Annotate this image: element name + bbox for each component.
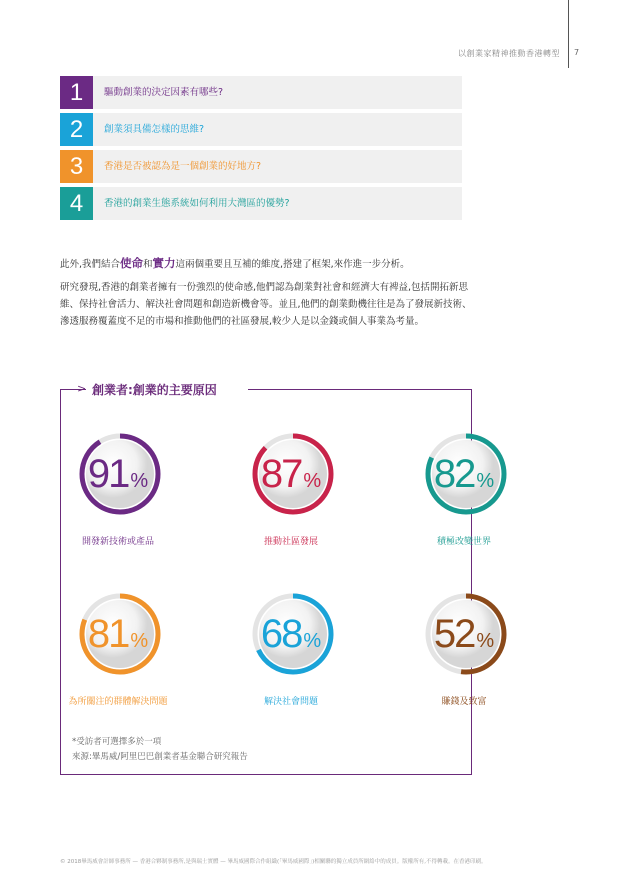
- stat-item: [211, 580, 371, 730]
- stat-label: 積極改變世界: [436, 537, 491, 547]
- question-text: 香港是否被認為是一個創業的好地方?: [104, 161, 262, 172]
- stat-item: [38, 580, 198, 730]
- running-header: 以創業家精神推動香港轉型: [458, 49, 560, 58]
- question-text: 香港的創業生態系統如何利用大灣區的優勢?: [104, 198, 290, 209]
- stat-item: [38, 420, 198, 570]
- stat-label: 解決社會問題: [263, 697, 318, 707]
- page-number: 7: [574, 48, 580, 57]
- panel-title: 創業者:創業的主要原因: [92, 383, 217, 397]
- stat-value: [251, 452, 331, 497]
- question-number: 4: [60, 187, 93, 220]
- question-number: 1: [60, 76, 93, 109]
- highlight-mission: 使命: [120, 256, 144, 270]
- percent-sign: %: [130, 470, 149, 492]
- stat-value: [78, 612, 158, 657]
- panel-top-border: [248, 389, 471, 390]
- intro-text: 這兩個重要且互補的維度,搭建了框架,來作進一步分析。: [175, 259, 410, 270]
- percent-sign: %: [303, 630, 322, 652]
- stat-number: 91: [87, 452, 129, 496]
- stat-number: 68: [260, 612, 302, 656]
- percent-sign: %: [303, 470, 322, 492]
- stat-item: [384, 420, 544, 570]
- stat-value: [424, 452, 504, 497]
- stat-label: 開發新技術或產品: [81, 537, 154, 547]
- question-text: 創業須具備怎樣的思維?: [104, 124, 205, 135]
- body-paragraph: 研究發現,香港的創業者擁有一份強烈的使命感,他們認為創業對社會和經濟大有裨益,包括開拓新思維、保持社會活力、解決社會問題和創造新機會等。並且,他們的創業動機往往是為了發展新技術、滲透服務覆蓋度不足的市場和推動他們的社區發展,較少人是以金錢或個人事業為考量。: [60, 282, 472, 327]
- intro-paragraph: [60, 255, 472, 273]
- header-rule: [568, 0, 569, 68]
- stat-label: 推動社區發展: [263, 537, 318, 547]
- highlight-strength: 實力: [152, 256, 176, 270]
- stat-value: [78, 452, 158, 497]
- question-item: [60, 187, 462, 220]
- question-number: 3: [60, 150, 93, 183]
- stat-label: 為所關注的群體解決問題: [68, 697, 168, 707]
- stat-value: [424, 612, 504, 657]
- percent-sign: %: [476, 470, 495, 492]
- percent-sign: %: [476, 630, 495, 652]
- footnote: *受訪者可選擇多於一項: [72, 737, 162, 747]
- stat-number: 81: [87, 612, 129, 656]
- intro-text: 和: [143, 259, 153, 270]
- stat-label: 賺錢及致富: [441, 697, 487, 707]
- stat-number: 52: [433, 612, 475, 656]
- stat-number: 82: [433, 452, 475, 496]
- stat-item: [211, 420, 371, 570]
- question-number: 2: [60, 113, 93, 146]
- question-text: 驅動創業的決定因素有哪些?: [104, 87, 224, 98]
- question-item: [60, 76, 462, 109]
- question-list: [60, 76, 462, 224]
- stat-item: [384, 580, 544, 730]
- stat-value: [251, 612, 331, 657]
- intro-text: 此外,我們結合: [60, 259, 121, 270]
- question-item: [60, 113, 462, 146]
- percent-sign: %: [130, 630, 149, 652]
- question-item: [60, 150, 462, 183]
- copyright-footer: © 2018畢馬威會計師事務所 — 香港合夥制事務所,是與瑞士實體 — 畢馬威國際合作組織(「畢馬威國際」)相關聯的獨立成員所網絡中的成員。版權所有,不得轉載。在香港印刷。: [60, 859, 487, 865]
- arrow-icon: >: [77, 382, 87, 395]
- source-note: 來源:畢馬威/阿里巴巴創業者基金聯合研究報告: [72, 752, 248, 762]
- stat-number: 87: [260, 452, 302, 496]
